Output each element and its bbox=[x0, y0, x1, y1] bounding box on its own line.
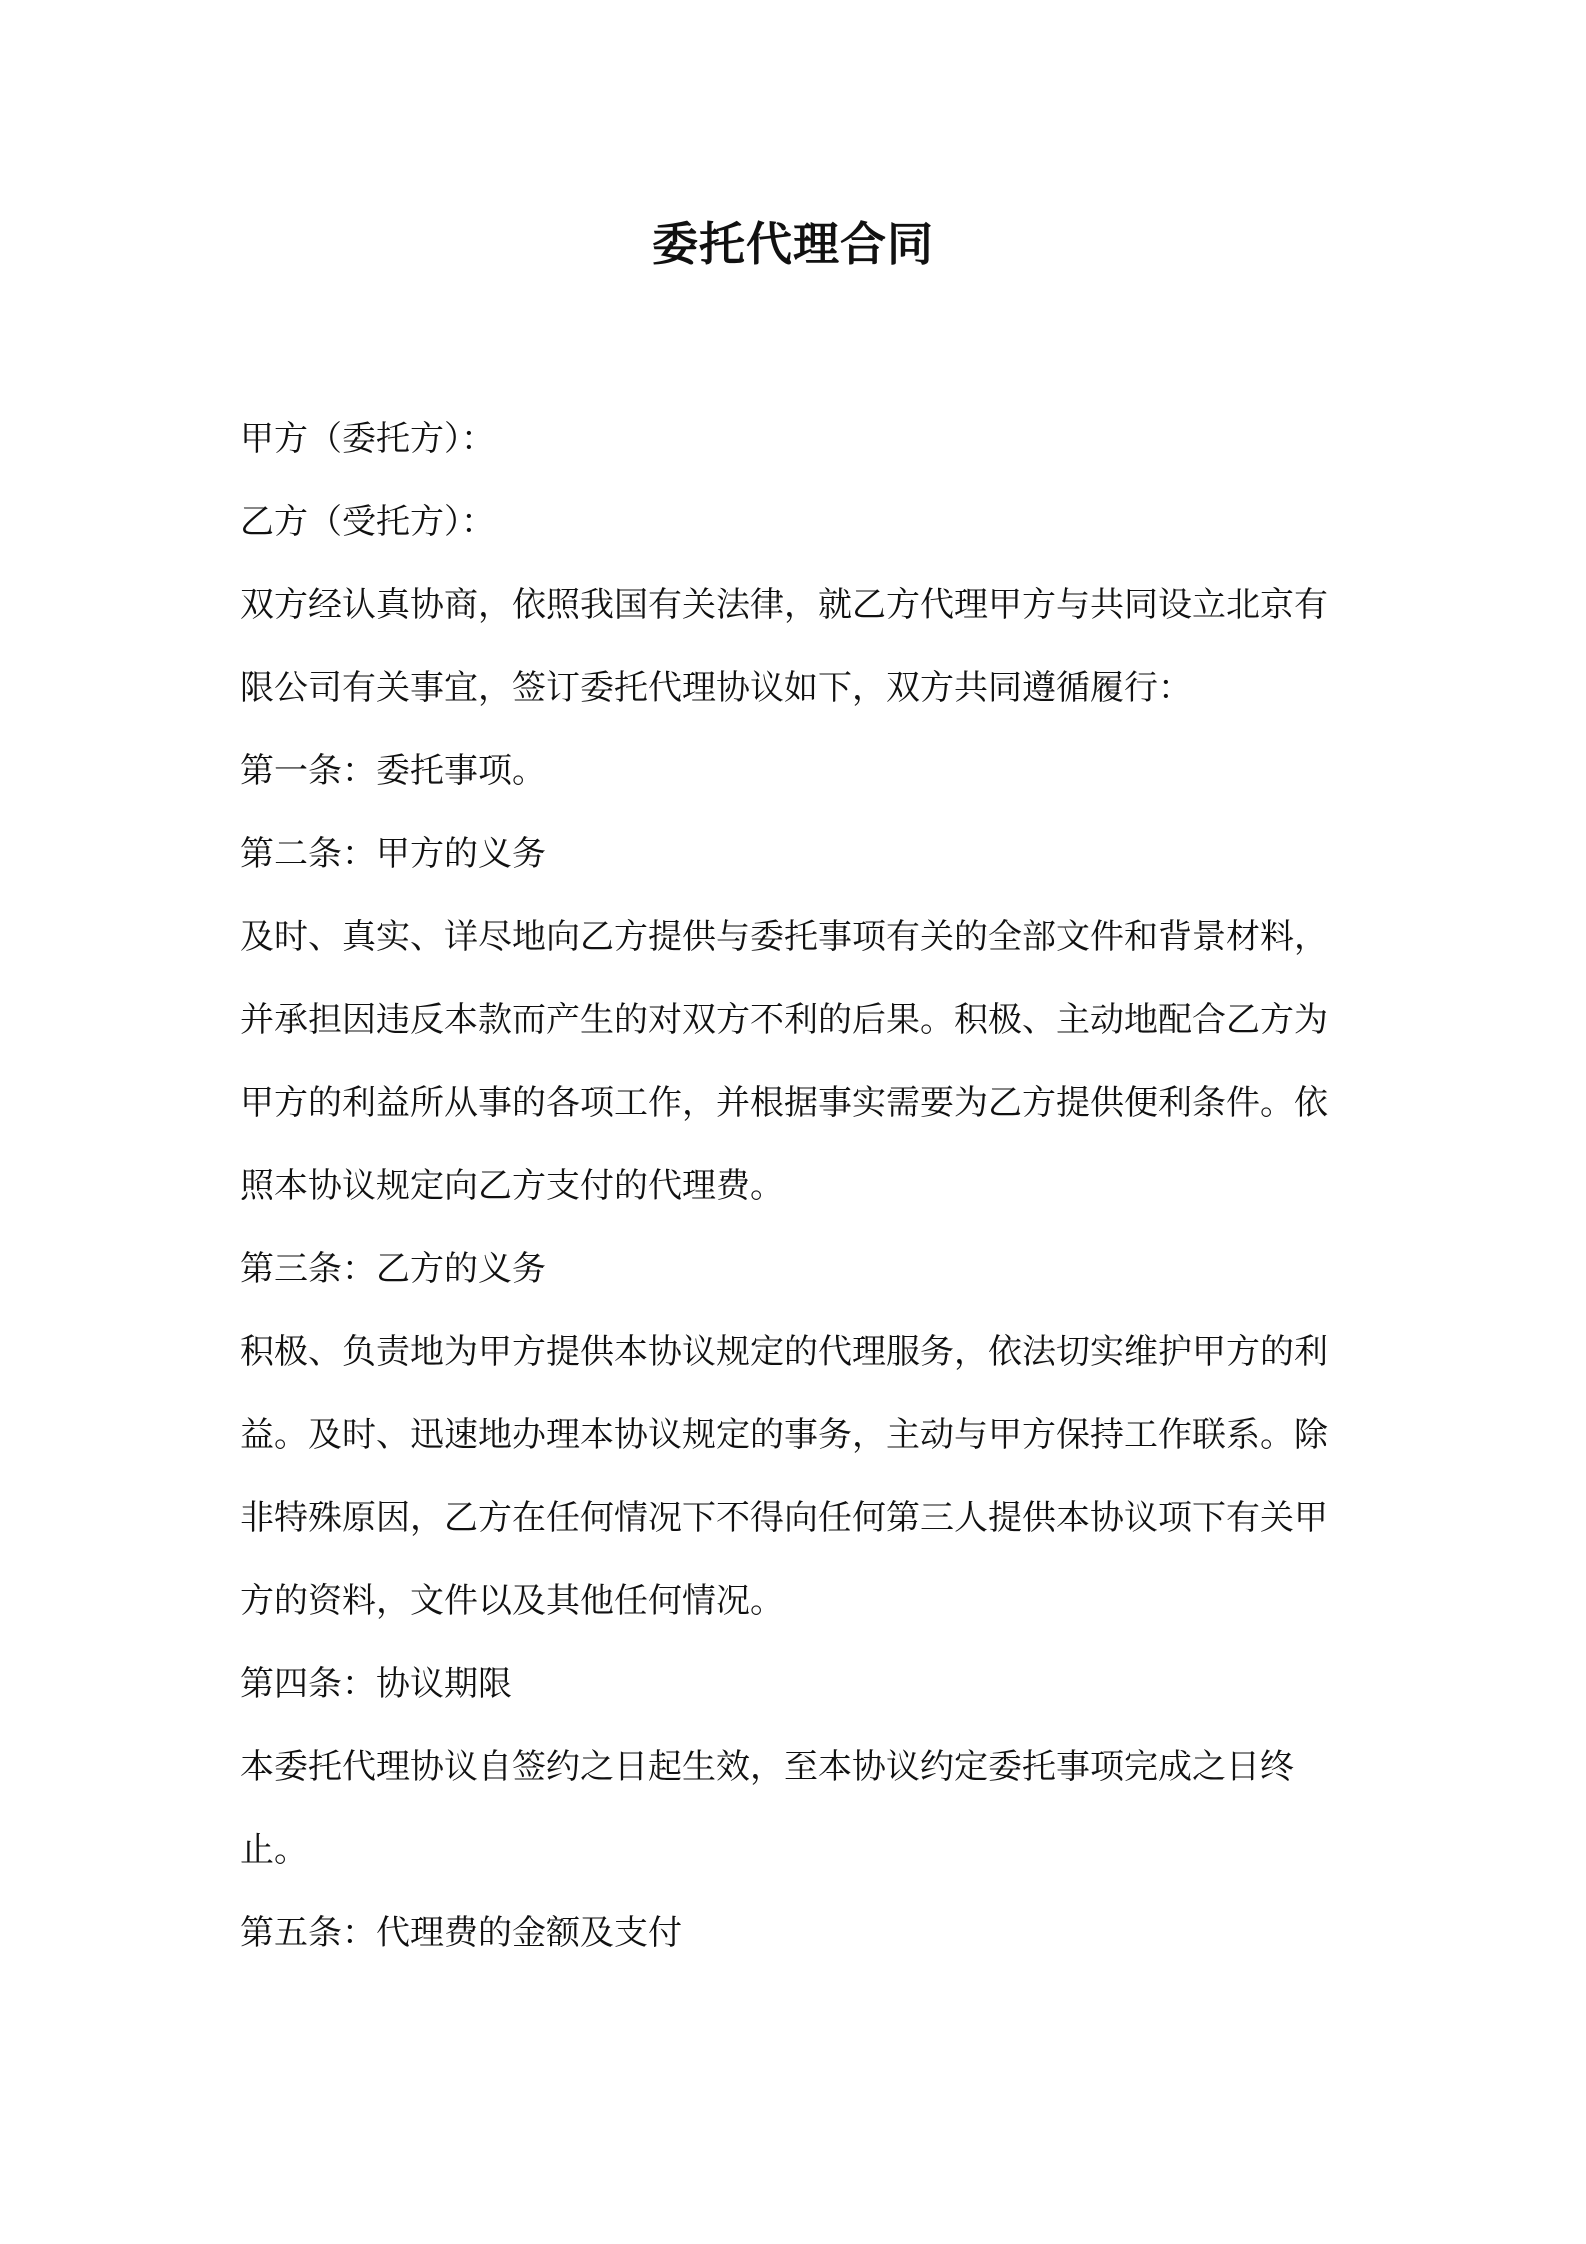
article-2-heading: 第二条：甲方的义务 bbox=[240, 834, 546, 874]
article-3-heading: 第三条：乙方的义务 bbox=[240, 1249, 546, 1289]
document-body bbox=[240, 398, 1360, 1975]
article-1-heading: 第一条：委托事项。 bbox=[240, 751, 546, 791]
article-3-body: 积极、负责地为甲方提供本协议规定的代理服务，依法切实维护甲方的利益。及时、迅速地办理本协议规定的事务，主动与甲方保持工作联系。除非特殊原因，乙方在任何情况下不得向任何第三人提供本协议项下有关甲方的资料，文件以及其他任何情况。 bbox=[240, 1332, 1328, 1621]
article-2-body: 及时、真实、详尽地向乙方提供与委托事项有关的全部文件和背景材料，并承担因违反本款而产生的对双方不利的后果。积极、主动地配合乙方为甲方的利益所从事的各项工作，并根据事实需要为乙方提供便利条件。依照本协议规定向乙方支付的代理费。 bbox=[240, 917, 1328, 1206]
party-b-line: 乙方（受托方）： bbox=[240, 502, 495, 542]
preamble-paragraph: 双方经认真协商，依照我国有关法律，就乙方代理甲方与共同设立北京有限公司有关事宜，签订委托代理协议如下，双方共同遵循履行： bbox=[240, 585, 1328, 708]
party-a-line: 甲方（委托方）： bbox=[240, 419, 495, 459]
article-4-body: 本委托代理协议自签约之日起生效，至本协议约定委托事项完成之日终止。 bbox=[240, 1747, 1294, 1870]
article-4-heading: 第四条：协议期限 bbox=[240, 1664, 512, 1704]
article-5-heading: 第五条：代理费的金额及支付 bbox=[240, 1913, 682, 1953]
document-title: 委托代理合同 bbox=[652, 217, 934, 271]
